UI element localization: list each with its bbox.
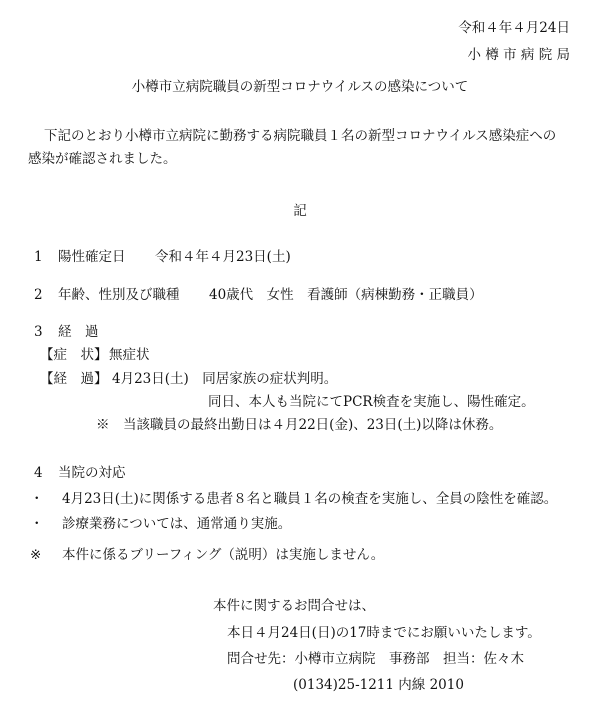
contact-line-2: 本日４月24日(日)の17時までにお願いいたします。	[227, 625, 541, 641]
contact-line-3: 問合せ先：小樽市立病院 事務部 担当：佐々木	[227, 651, 524, 667]
course-note: ※ 当該職員の最終出勤日は４月22日(金)、23日(土)以降は休務。	[96, 417, 503, 433]
response-bullet-2: 診療業務については、通常通り実施。	[62, 516, 292, 532]
intro-line-1: 下記のとおり小樽市立病院に勤務する病院職員１名の新型コロナウイルス感染症への	[44, 128, 557, 144]
ki-heading: 記	[293, 203, 307, 219]
intro-line-2: 感染が確認されました。	[28, 151, 177, 167]
item-1-label: 陽性確定日	[58, 249, 126, 265]
item-2-number: 2	[34, 287, 43, 303]
item-4-number: 4	[34, 465, 43, 481]
item-1-number: 1	[34, 249, 43, 265]
contact-phone: (0134)25-1211 内線 2010	[293, 677, 464, 693]
item-2-label: 年齢、性別及び職種	[58, 287, 180, 303]
course-label: 【経 過】	[40, 371, 108, 387]
bullet-mark-1: ・	[30, 491, 44, 507]
item-3-label: 経 過	[58, 324, 99, 340]
document-title: 小樽市立病院職員の新型コロナウイルスの感染について	[131, 79, 469, 95]
symptoms-value: 無症状	[109, 347, 150, 363]
notice-mark: ※	[30, 547, 42, 563]
course-line-1: 4月23日(土) 同居家族の症状判明。	[112, 371, 338, 387]
item-2-value: 40歳代 女性 看護師（病棟勤務・正職員）	[209, 287, 483, 303]
item-3-number: 3	[34, 324, 43, 340]
issuer-name: 小 樽 市 病 院 局	[467, 47, 570, 63]
symptoms-label: 【症 状】	[40, 347, 108, 363]
briefing-notice: 本件に係るブリーフィング（説明）は実施しません。	[62, 547, 385, 563]
response-bullet-1: 4月23日(土)に関係する患者８名と職員１名の検査を実施し、全員の陰性を確認。	[62, 491, 558, 507]
bullet-mark-2: ・	[30, 516, 44, 532]
item-1-value: 令和４年４月23日(土)	[155, 249, 291, 265]
course-line-2: 同日、本人も当院にてPCR検査を実施し、陽性確定。	[208, 394, 535, 410]
document-date: 令和４年４月24日	[458, 20, 570, 36]
contact-line-1: 本件に関するお問合せは、	[213, 598, 375, 614]
item-4-label: 当院の対応	[58, 465, 126, 481]
